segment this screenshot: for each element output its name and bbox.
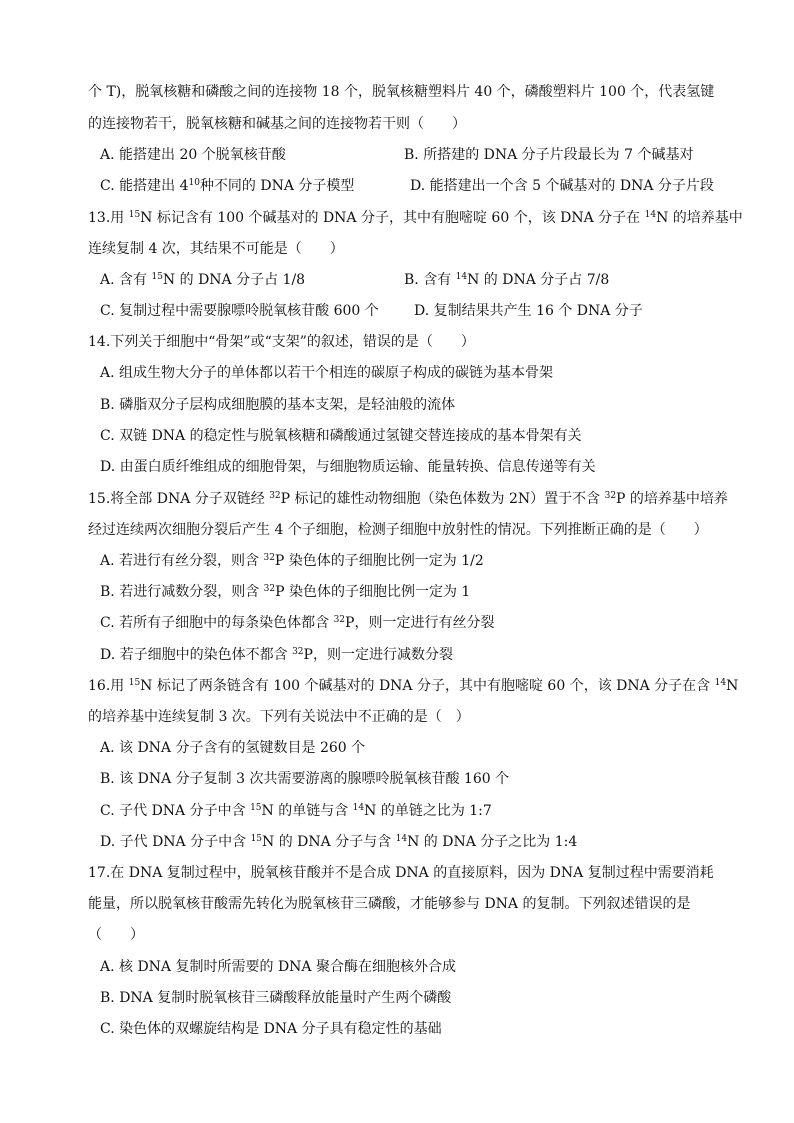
q17-option-c: C. 染色体的双螺旋结构是 DNA 分子具有稳定性的基础 bbox=[100, 1021, 442, 1037]
q12-options-ab bbox=[100, 145, 706, 165]
q15-option-c: C. 若所有子细胞中的每条染色体都含 $^{32}$P，则一定进行有丝分裂 bbox=[100, 615, 495, 631]
q17-option-b: B. DNA 复制时脱氧核苷三磷酸释放能量时产生两个磷酸 bbox=[100, 990, 452, 1006]
q17-option-a: A. 核 DNA 复制时所需要的 DNA 聚合酶在细胞核外合成 bbox=[100, 959, 456, 975]
q16-option-d: D. 子代 DNA 分子中含 $^{15}$N 的 DNA 分子与含 $^{14}$N 的 DNA 分子之比为 1:4 bbox=[100, 834, 578, 850]
q13-option-b: B. 含有 $^{14}$N 的 DNA 分子占 7/8 bbox=[404, 272, 610, 288]
q15-stem-line2: 经过连续两次细胞分裂后产生 4 个子细胞，检测子细胞中放射性的情况。下列推断正确的是（ ） bbox=[88, 522, 708, 538]
q16-option-a: A. 该 DNA 分子含有的氢键数目是 260 个 bbox=[100, 740, 366, 756]
q13-options-cd bbox=[100, 301, 706, 321]
q13-stem-line2: 连续复制 4 次，其结果不可能是（ ） bbox=[88, 241, 344, 257]
q14-option-a: A. 组成生物大分子的单体都以若干个相连的碳原子构成的碳链为基本骨架 bbox=[100, 365, 554, 381]
q12-stem-line1: 个 T)，脱氧核糖和磷酸之间的连接物 18 个，脱氧核糖塑料片 40 个，磷酸塑料片 100 个，代表氢键 bbox=[88, 84, 715, 100]
q17-stem-line2: 能量，所以脱氧核苷酸需先转化为脱氧核苷三磷酸，才能够参与 DNA 的复制。下列叙述错误的是 bbox=[88, 896, 691, 912]
q15-stem-line1: 15.将全部 DNA 分子双链经 $^{32}$P 标记的雄性动物细胞（染色体数为 2N）置于不含 $^{32}$P 的培养基中培养 bbox=[88, 491, 728, 507]
q14-option-b: B. 磷脂双分子层构成细胞膜的基本支架，是轻油般的流体 bbox=[100, 397, 456, 413]
q12-option-c: C. 能搭建出 $4^{10}$种不同的 DNA 分子模型 bbox=[100, 178, 355, 194]
q13-option-a: A. 含有 $^{15}$N 的 DNA 分子占 1/8 bbox=[100, 272, 306, 288]
q17-stem-line3: （ ） bbox=[88, 927, 144, 943]
q15-option-b: B. 若进行减数分裂，则含 $^{32}$P 染色体的子细胞比例一定为 1 bbox=[100, 584, 471, 600]
q12-options-cd bbox=[100, 176, 714, 196]
q14-stem: 14.下列关于细胞中“骨架”或“支架”的叙述，错误的是（ ） bbox=[88, 334, 475, 350]
q15-option-a: A. 若进行有丝分裂，则含 $^{32}$P 染色体的子细胞比例一定为 1/2 bbox=[100, 553, 484, 569]
q16-stem-line1: 16.用 $^{15}$N 标记了两条链含有 100 个碱基对的 DNA 分子，其中有胞嘧啶 60 个，该 DNA 分子在含 $^{14}$N bbox=[88, 678, 739, 694]
q14-option-c: C. 双链 DNA 的稳定性与脱氧核糖和磷酸通过氢键交替连接成的基本骨架有关 bbox=[100, 428, 582, 444]
q12-stem-line2: 的连接物若干，脱氧核糖和碱基之间的连接物若干则（ ） bbox=[88, 116, 466, 132]
q12-option-b: B. 所搭建的 DNA 分子片段最长为 7 个碱基对 bbox=[404, 147, 694, 163]
q12-option-d: D. 能搭建出一个含 5 个碱基对的 DNA 分子片段 bbox=[410, 178, 714, 194]
q13-options-ab bbox=[100, 270, 706, 290]
q13-option-c: C. 复制过程中需要腺嘌呤脱氧核苷酸 600 个 bbox=[100, 303, 379, 319]
q16-option-c: C. 子代 DNA 分子中含 $^{15}$N 的单链与含 $^{14}$N 的单链之比为 1:7 bbox=[100, 803, 492, 819]
q15-option-d: D. 若子细胞中的染色体不都含 $^{32}$P，则一定进行减数分裂 bbox=[100, 647, 453, 663]
q13-stem-line1: 13.用 $^{15}$N 标记含有 100 个碱基对的 DNA 分子，其中有胞嘧啶 60 个，该 DNA 分子在 $^{14}$N 的培养基中 bbox=[88, 210, 743, 226]
q12-option-a: A. 能搭建出 20 个脱氧核苷酸 bbox=[100, 147, 286, 163]
q13-option-d: D. 复制结果共产生 16 个 DNA 分子 bbox=[414, 303, 643, 319]
q17-stem-line1: 17.在 DNA 复制过程中，脱氧核苷酸并不是合成 DNA 的直接原料，因为 DNA 复制过程中需要消耗 bbox=[88, 865, 714, 881]
q14-option-d: D. 由蛋白质纤维组成的细胞骨架，与细胞物质运输、能量转换、信息传递等有关 bbox=[100, 459, 596, 475]
q16-option-b: B. 该 DNA 分子复制 3 次共需要游离的腺嘌呤脱氧核苷酸 160 个 bbox=[100, 771, 510, 787]
q16-stem-line2: 的培养基中连续复制 3 次。下列有关说法中不正确的是（ ） bbox=[88, 709, 470, 725]
